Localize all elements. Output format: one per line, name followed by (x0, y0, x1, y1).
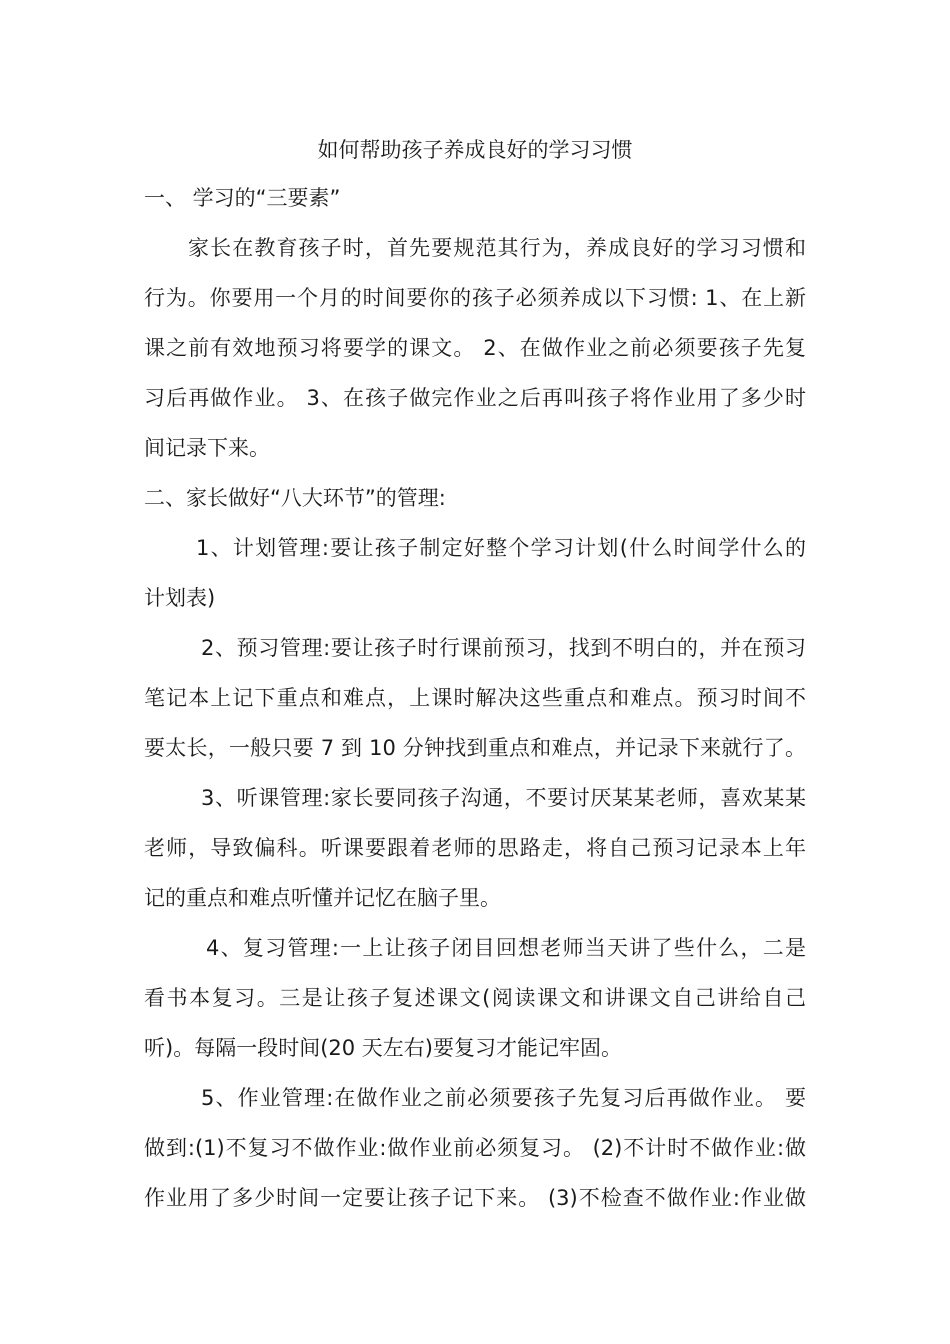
paragraph-line: 老师，导致偏科。听课要跟着老师的思路走，将自己预习记录本上年 (144, 836, 806, 860)
paragraph-line: 计划表) (144, 586, 216, 610)
document-title: 如何帮助孩子养成良好的学习习惯 (317, 138, 633, 162)
paragraph-line: 记的重点和难点听懂并记忆在脑子里。 (144, 886, 501, 910)
paragraph-line: 2、预习管理:要让孩子时行课前预习，找到不明白的，并在预习 (201, 636, 806, 660)
paragraph-line: 笔记本上记下重点和难点，上课时解决这些重点和难点。预习时间不 (144, 686, 806, 710)
paragraph-line: 3、听课管理:家长要同孩子沟通，不要讨厌某某老师，喜欢某某 (201, 786, 806, 810)
paragraph-line: 课之前有效地预习将要学的课文。 2、在做作业之前必须要孩子先复 (144, 336, 806, 360)
paragraph-line: 行为。你要用一个月的时间要你的孩子必须养成以下习惯: 1、在上新 (144, 286, 806, 310)
paragraph-line: 做到:(1)不复习不做作业:做作业前必须复习。 (2)不计时不做作业:做 (144, 1136, 806, 1160)
paragraph-line: 习后再做作业。 3、在孩子做完作业之后再叫孩子将作业用了多少时 (144, 386, 806, 410)
paragraph-line: 要太长，一般只要 7 到 10 分钟找到重点和难点，并记录下来就行了。 (144, 736, 806, 760)
paragraph-line: 作业用了多少时间一定要让孩子记下来。 (3)不检查不做作业:作业做 (144, 1186, 806, 1210)
section-heading-2: 二、家长做好“八大环节”的管理: (144, 486, 446, 510)
paragraph-line: 4、复习管理:一上让孩子闭目回想老师当天讲了些什么，二是 (206, 936, 806, 960)
paragraph-line: 1、计划管理:要让孩子制定好整个学习计划(什么时间学什么的 (196, 536, 806, 560)
paragraph-line: 间记录下来。 (144, 436, 270, 460)
paragraph-line: 5、作业管理:在做作业之前必须要孩子先复习后再做作业。 要 (201, 1086, 806, 1110)
paragraph-line: 家长在教育孩子时，首先要规范其行为，养成良好的学习习惯和 (188, 236, 806, 260)
paragraph-line: 看书本复习。三是让孩子复述课文(阅读课文和讲课文自己讲给自己 (144, 986, 806, 1010)
section-heading-1: 一、 学习的“三要素” (144, 186, 341, 210)
paragraph-line: 听)。每隔一段时间(20 天左右)要复习才能记牢固。 (144, 1036, 622, 1060)
